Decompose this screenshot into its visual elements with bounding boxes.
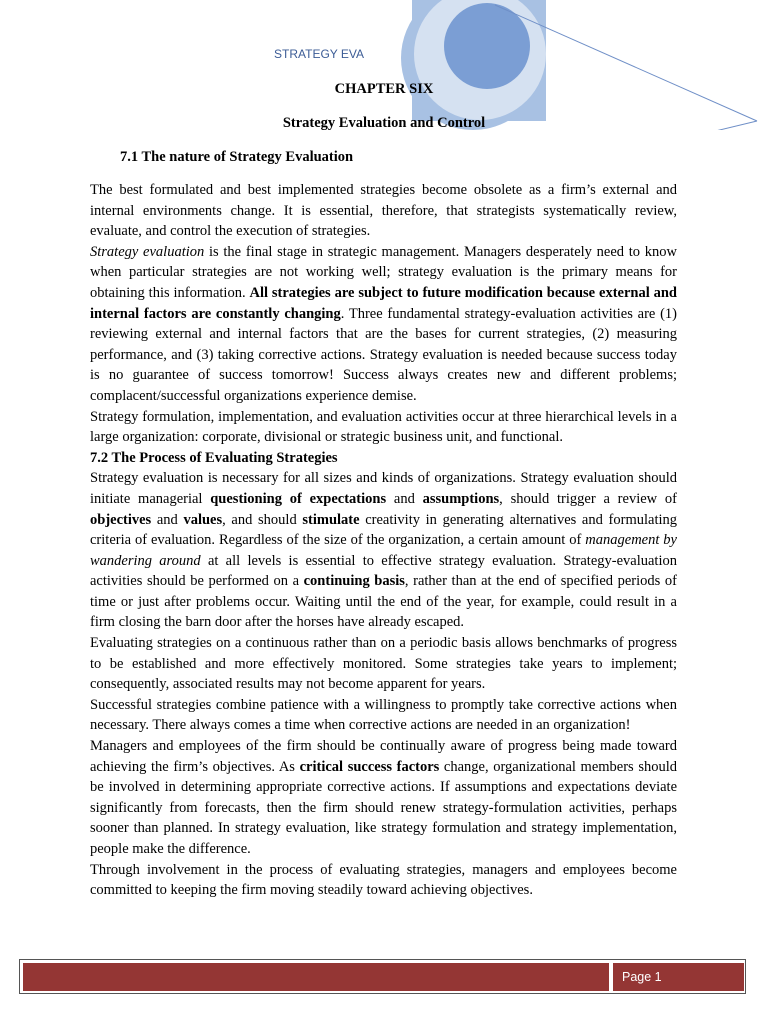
section-heading-7-1: 7.1 The nature of Strategy Evaluation <box>120 149 354 165</box>
paragraph-text: , and should <box>222 511 303 528</box>
emphasis-text: Strategy evaluation <box>90 243 205 260</box>
bold-text: assumptions <box>422 490 500 507</box>
paragraph-8: Through involvement in the process of evaluating strategies, managers and employees become committed to keeping the firm moving steadily toward achieving objectives. <box>90 861 677 899</box>
footer-bar <box>23 963 609 991</box>
chapter-title: Strategy Evaluation and Control <box>282 115 486 131</box>
bold-text: critical success factors <box>299 758 440 775</box>
bold-text: objectives <box>90 511 152 528</box>
paragraph-text: , rather than at the end of specified periods of time or just after problems occur. Waiting until the end of the year, for example, could result in a firm closing the barn door after the horses have already escaped. <box>90 573 677 631</box>
page-number: Page 1 <box>613 963 744 991</box>
section-heading-7-2: 7.2 The Process of Evaluating Strategies <box>90 449 338 466</box>
paragraph-text: . Three fundamental strategy-evaluation activities are (1) reviewing external and internal factors that are the bases for current strategies, (2) measuring performance, and (3) taking corrective actions. Strategy evaluation is needed because success today is no guarantee of success tomorrow! Success always creates new and different problems; complacent/successful organizations experience demise. <box>90 305 678 404</box>
paragraph-text: and <box>386 490 423 507</box>
header-decoration <box>0 0 768 130</box>
bold-text: values <box>183 511 223 528</box>
bold-text: All strategies are subject to future modification because external and internal factors are constantly changing <box>90 284 678 322</box>
paragraph-text: at all levels is essential to effective strategy evaluation. Strategy-evaluation activities should be performed on a <box>90 552 677 590</box>
paragraph-text: , should trigger a review of <box>499 490 677 507</box>
running-header: STRATEGY EVA <box>274 47 365 61</box>
paragraph-2 <box>90 242 677 407</box>
paragraph-text: creativity in generating alternatives and formulating criteria of evaluation. Regardless of the size of the organization, a certain amount of <box>90 511 677 549</box>
paragraph-5: Evaluating strategies on a continuous rather than on a periodic basis allows benchmarks of progress to be established and more effectively monitored. Some strategies take years to implement; consequently, associated results may not become apparent for years. <box>90 635 677 693</box>
paragraph-text: change, organizational members should be involved in determining appropriate corrective actions. If assumptions and expectations deviate significantly from forecasts, then the firm should renew strategy-formulation activities, perhaps sooner than planned. In strategy evaluation, like strategy formulation and strategy implementation, people make the difference. <box>90 758 677 857</box>
paragraph-text: and <box>151 511 184 528</box>
bold-text: continuing basis <box>303 573 405 590</box>
paragraph-3: Strategy formulation, implementation, and evaluation activities occur at three hierarchical levels in a large organization: corporate, divisional or strategic business unit, and functional. <box>90 408 677 446</box>
bold-text: stimulate <box>302 511 360 528</box>
paragraph-6: Successful strategies combine patience with a willingness to promptly take corrective actions when necessary. There always comes a time when corrective actions are needed in an organization! <box>90 696 677 734</box>
bold-text: questioning of expectations <box>210 490 387 507</box>
emphasis-text: management by wandering around <box>90 532 677 569</box>
decoration-circle-inner <box>444 3 530 89</box>
paragraph-text: Strategy evaluation is necessary for all sizes and kinds of organizations. Strategy evaluation should initiate managerial <box>90 470 677 507</box>
paragraph-7 <box>90 736 677 860</box>
document-body <box>90 180 677 901</box>
paragraph-4 <box>90 468 677 633</box>
chapter-label: CHAPTER SIX <box>334 81 434 97</box>
paragraph-text: is the final stage in strategic management. Managers desperately need to know when particular strategies are not working well; strategy evaluation is the primary means for obtaining this information. <box>90 243 677 301</box>
paragraph-text: Managers and employees of the firm should be continually aware of progress being made toward achieving the firm’s objectives. As <box>90 738 677 775</box>
paragraph-1: The best formulated and best implemented strategies become obsolete as a firm’s external and internal environments change. It is essential, therefore, that strategists systematically review, evaluate, and control the execution of strategies. <box>90 182 677 240</box>
